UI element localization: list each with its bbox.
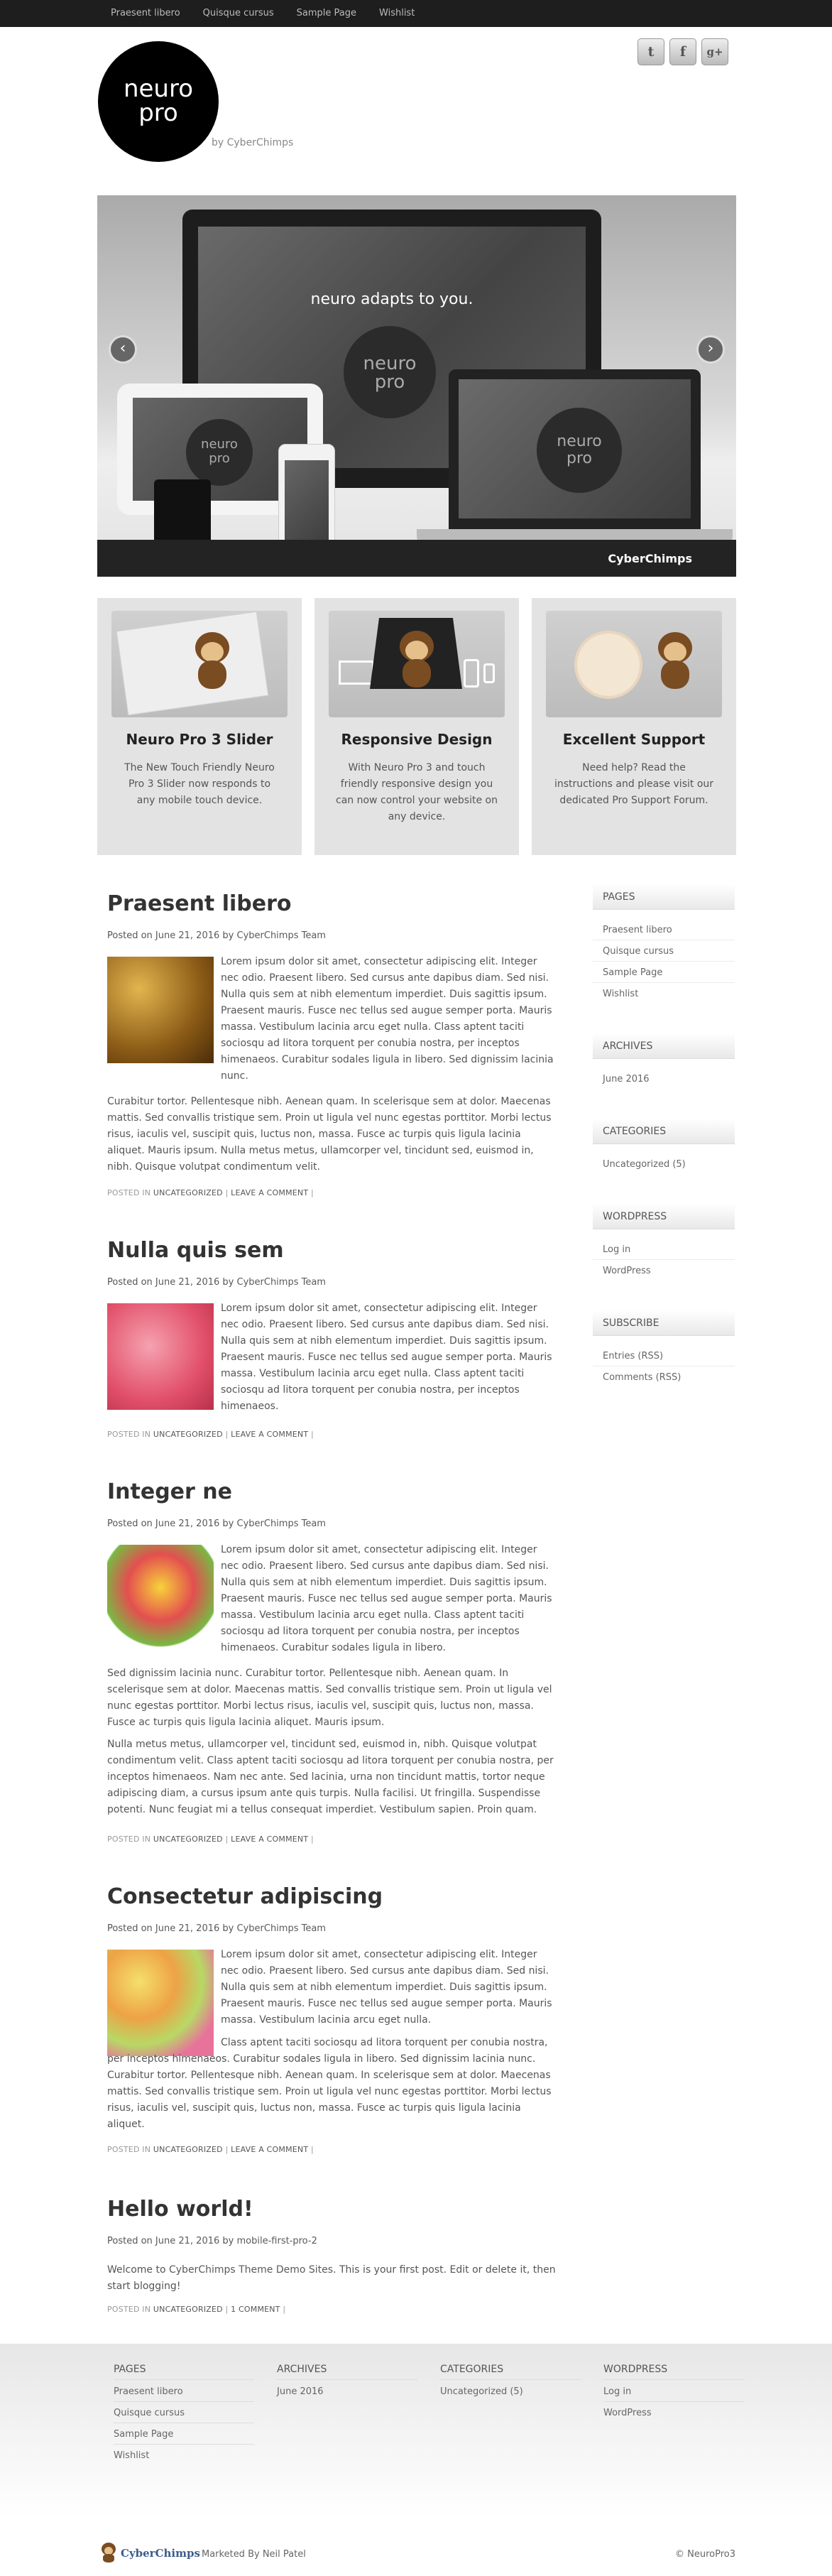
post-thumbnail-candy[interactable] <box>107 1303 214 1410</box>
slider-caption-bar <box>97 540 736 577</box>
post-date-link[interactable]: June 21, 2016 <box>155 1518 220 1529</box>
sidebar-item-praesent-libero[interactable]: Praesent libero <box>603 925 672 935</box>
post-title[interactable]: Nulla quis sem <box>107 1238 284 1263</box>
feature-box-support <box>532 598 736 855</box>
sidebar-item-wishlist[interactable]: Wishlist <box>603 989 639 999</box>
post-excerpt: Nulla metus metus, ullamcorper vel, tincidunt sed, euismod in, nibh. Quisque volutpat condimentum velit. Class aptent taciti sociosqu ad litora torquent per conubia nostra, per inceptos himenaeos. Nam nec ante. Sed lacinia, urna non tincidunt mattis, tortor neque adipiscing diam, a cursus ipsum ante quis turpis. Nulla facilisi. Ut fringilla. Suspendisse potenti. Nunc feugiat mi a tellus consequat imperdiet. Vestibulum sapien. Proin quam. <box>107 1739 554 1815</box>
post-date-link[interactable]: June 21, 2016 <box>155 930 220 941</box>
post-excerpt: Lorem ipsum dolor sit amet, consectetur adipiscing elit. Integer nec odio. Praesent libero. Sed cursus ante dapibus diam. Sed nisi. Nulla quis sem at nibh elementum imperdiet. Duis sagittis ipsum. Praesent mauris. Fusce nec tellus sed augue semper porta. Mauris massa. Vestibulum lacinia arcu eget nulla. Class aptent taciti sociosqu ad litora torquent per conubia nostra, per inceptos himenaeos. <box>221 1303 552 1412</box>
post-date-link[interactable]: June 21, 2016 <box>155 1923 220 1934</box>
logo-byline: by CyberChimps <box>212 137 294 148</box>
copyright: © NeuroPro3 <box>674 2549 735 2560</box>
slider-logo-tablet: neuro pro <box>186 419 253 486</box>
footer-item-uncategorized[interactable]: Uncategorized (5) <box>440 2386 523 2397</box>
post-author-link[interactable]: CyberChimps Team <box>236 1277 326 1288</box>
post-footer: POSTED IN UNCATEGORIZED | LEAVE A COMMENT | <box>107 1188 314 1197</box>
footer-item-quisque-cursus[interactable]: Quisque cursus <box>114 2408 185 2418</box>
post-author-link[interactable]: CyberChimps Team <box>236 1518 326 1529</box>
cyberchimps-monkey-logo-icon <box>99 2543 118 2563</box>
footer-item-wishlist[interactable]: Wishlist <box>114 2450 150 2461</box>
feature-text: Need help? Read the instructions and please visit our dedicated Pro Support Forum. <box>554 762 714 806</box>
topnav-item-wishlist[interactable]: Wishlist <box>379 8 415 18</box>
top-navigation <box>99 0 426 27</box>
post-footer: POSTED IN UNCATEGORIZED | LEAVE A COMMENT | <box>107 2145 314 2154</box>
post-hello-world <box>107 2197 558 2314</box>
sidebar-item-entries-rss[interactable]: Entries (RSS) <box>603 1351 664 1362</box>
topnav-item-quisque-cursus[interactable]: Quisque cursus <box>202 8 274 18</box>
facebook-icon[interactable]: f <box>669 38 696 65</box>
feature-text: The New Touch Friendly Neuro Pro 3 Slider now responds to any mobile touch device. <box>124 762 275 806</box>
post-comment-link[interactable]: LEAVE A COMMENT <box>231 1188 309 1197</box>
post-author-link[interactable]: CyberChimps Team <box>236 1923 326 1934</box>
footer-item-log-in[interactable]: Log in <box>603 2386 632 2397</box>
bottom-bar <box>0 2536 832 2571</box>
feature-title: Responsive Design <box>341 731 493 748</box>
topnav-item-sample-page[interactable]: Sample Page <box>296 8 357 18</box>
post-category-link[interactable]: UNCATEGORIZED <box>153 2305 223 2314</box>
post-thumbnail-candy-bowl[interactable] <box>107 1545 214 1651</box>
post-footer: POSTED IN UNCATEGORIZED | LEAVE A COMMENT | <box>107 1835 314 1844</box>
footer-pages-title: PAGES <box>114 2364 146 2375</box>
hero-slider[interactable] <box>97 195 736 577</box>
slider-next-arrow-icon[interactable]: › <box>696 335 725 364</box>
post-excerpt: Lorem ipsum dolor sit amet, consectetur adipiscing elit. Integer nec odio. Praesent libero. Sed cursus ante dapibus diam. Sed nisi. Nulla quis sem at nibh elementum imperdiet. Duis sagittis ipsum. Praesent mauris. Fusce nec tellus sed augue semper porta. Mauris massa. Vestibulum lacinia arcu eget nulla. <box>221 1949 552 2026</box>
post-excerpt: Lorem ipsum dolor sit amet, consectetur adipiscing elit. Integer nec odio. Praesent libero. Sed cursus ante dapibus diam. Sed nisi. Nulla quis sem at nibh elementum imperdiet. Duis sagittis ipsum. Praesent mauris. Fusce nec tellus sed augue semper porta. Mauris massa. Vestibulum lacinia arcu eget nulla. Class aptent taciti sociosqu ad litora torquent per conubia nostra, per inceptos himenaeos. Curabitur sodales ligula in libero. Sed dignissim lacinia nunc. <box>221 956 554 1082</box>
post-title[interactable]: Consectetur adipiscing <box>107 1884 383 1909</box>
slider-logo-laptop: neuro pro <box>537 408 622 493</box>
post-date-link[interactable]: June 21, 2016 <box>155 1277 220 1288</box>
top-bar <box>0 0 832 27</box>
slider-headline: neuro adapts to you. <box>310 290 474 308</box>
sidebar-categories-title: CATEGORIES <box>593 1119 735 1144</box>
sidebar-pages-title: PAGES <box>593 884 735 910</box>
footer-item-praesent-libero[interactable]: Praesent libero <box>114 2386 183 2397</box>
post-nulla-quis-sem <box>107 1238 558 1439</box>
theme-demo-link[interactable]: CyberChimps Theme Demo Sites <box>169 2264 334 2276</box>
feature-responsive-image <box>329 611 505 717</box>
site-logo[interactable] <box>98 41 219 162</box>
monkey-mascot-icon <box>190 632 235 689</box>
post-meta: Posted on June 21, 2016 by CyberChimps Team <box>107 930 326 941</box>
feature-title: Excellent Support <box>562 731 706 748</box>
feature-support-image <box>546 611 722 717</box>
post-meta: Posted on June 21, 2016 by mobile-first-pro-2 <box>107 2236 317 2246</box>
footer-wordpress-title: WORDPRESS <box>603 2364 668 2375</box>
logo-line2: pro <box>138 99 178 127</box>
sidebar-item-uncategorized[interactable]: Uncategorized (5) <box>603 1159 686 1170</box>
sidebar-item-june-2016[interactable]: June 2016 <box>603 1074 650 1085</box>
post-excerpt: Curabitur tortor. Pellentesque nibh. Aenean quam. In scelerisque sem at dolor. Maecenas mattis. Sed convallis tristique sem. Proin ut ligula vel nunc egestas porttitor. Morbi lectus risus, iaculis vel, suscipit quis, luctus non, massa. Fusce ac turpis quis ligula lacinia aliquet. Mauris ipsum. Nulla metus metus, ullamcorper vel, tincidunt sed, euismod in, nibh. Quisque volutpat condimentum velit. <box>107 1096 552 1173</box>
slider-laptop-graphic <box>449 369 701 540</box>
topnav-item-praesent-libero[interactable]: Praesent libero <box>111 8 180 18</box>
sidebar-item-comments-rss[interactable]: Comments (RSS) <box>603 1372 682 1383</box>
feature-slider-image <box>111 611 288 717</box>
sidebar-item-quisque-cursus[interactable]: Quisque cursus <box>603 946 674 957</box>
sidebar-archives-title: ARCHIVES <box>593 1033 735 1059</box>
logo-line1: neuro <box>123 75 194 103</box>
footer-item-sample-page[interactable]: Sample Page <box>114 2429 174 2440</box>
cyberchimps-brand-link[interactable]: CyberChimps <box>121 2547 200 2560</box>
post-excerpt: Lorem ipsum dolor sit amet, consectetur adipiscing elit. Integer nec odio. Praesent libero. Sed cursus ante dapibus diam. Sed nisi. Nulla quis sem at nibh elementum imperdiet. Duis sagittis ipsum. Praesent mauris. Fusce nec tellus sed augue semper porta. Mauris massa. Vestibulum lacinia arcu eget nulla. Class aptent taciti sociosqu ad litora torquent per conubia nostra, per inceptos himenaeos. Curabitur sodales ligula in libero. <box>221 1544 552 1653</box>
post-excerpt: Welcome to CyberChimps Theme Demo Sites. This is your first post. Edit or delete it, then start blogging! <box>107 2264 556 2292</box>
footer-archives-title: ARCHIVES <box>277 2364 327 2375</box>
feature-box-slider <box>97 598 302 855</box>
monkey-mascot-icon <box>394 631 439 688</box>
google-plus-icon[interactable]: g+ <box>701 38 728 65</box>
post-comment-link[interactable]: LEAVE A COMMENT <box>231 2145 309 2154</box>
monkey-mascot-icon <box>652 632 698 689</box>
footer-item-wordpress[interactable]: WordPress <box>603 2408 652 2418</box>
post-comment-link[interactable]: LEAVE A COMMENT <box>231 1835 309 1844</box>
feature-title: Neuro Pro 3 Slider <box>126 731 273 748</box>
post-integer-ne <box>107 1479 558 1844</box>
post-praesent-libero <box>107 891 558 1197</box>
sidebar-wordpress-title: WORDPRESS <box>593 1204 735 1229</box>
sidebar-item-log-in[interactable]: Log in <box>603 1244 631 1255</box>
post-category-link[interactable]: UNCATEGORIZED <box>153 1188 223 1197</box>
footer-item-june-2016[interactable]: June 2016 <box>277 2386 324 2397</box>
feature-text: With Neuro Pro 3 and touch friendly responsive design you can now control your website on any device. <box>336 762 498 822</box>
post-category-link[interactable]: UNCATEGORIZED <box>153 1430 223 1439</box>
post-title[interactable]: Praesent libero <box>107 891 292 916</box>
post-author-link[interactable]: CyberChimps Team <box>236 930 326 941</box>
slider-prev-arrow-icon[interactable]: ‹ <box>109 335 137 364</box>
post-comment-link[interactable]: 1 COMMENT <box>231 2305 280 2314</box>
footer-categories-title: CATEGORIES <box>440 2364 504 2375</box>
sidebar-subscribe-title: SUBSCRIBE <box>593 1310 735 1336</box>
sidebar-item-sample-page[interactable]: Sample Page <box>603 967 663 978</box>
post-comment-link[interactable]: LEAVE A COMMENT <box>231 1430 309 1439</box>
post-thumbnail-coins[interactable] <box>107 957 214 1063</box>
post-consectetur-adipiscing <box>107 1884 558 2154</box>
post-excerpt: Class aptent taciti sociosqu ad litora torquent per conubia nostra, per inceptos himenaeos. Curabitur sodales ligula in libero. Sed dignissim lacinia nunc. Curabitur tortor. Pellentesque nibh. Aenean quam. In scelerisque sem at dolor. Maecenas mattis. Sed convallis tristique sem. Proin ut ligula vel nunc egestas porttitor. Morbi lectus risus, iaculis vel, suscipit quis, luctus non, massa. Fusce ac turpis quis ligula lacinia aliquet. <box>107 2037 552 2130</box>
post-title[interactable]: Hello world! <box>107 2197 253 2222</box>
post-date-link[interactable]: June 21, 2016 <box>155 2236 220 2246</box>
feature-box-responsive <box>314 598 519 855</box>
post-category-link[interactable]: UNCATEGORIZED <box>153 1835 223 1844</box>
post-footer: POSTED IN UNCATEGORIZED | 1 COMMENT | <box>107 2305 286 2314</box>
twitter-icon[interactable]: t <box>637 38 664 65</box>
post-meta: Posted on June 21, 2016 by CyberChimps Team <box>107 1923 326 1934</box>
post-author-link[interactable]: mobile-first-pro-2 <box>236 2236 317 2246</box>
post-category-link[interactable]: UNCATEGORIZED <box>153 2145 223 2154</box>
marketed-by-link[interactable]: Marketed By Neil Patel <box>202 2549 306 2560</box>
post-title[interactable]: Integer ne <box>107 1479 232 1504</box>
post-meta: Posted on June 21, 2016 by CyberChimps Team <box>107 1277 326 1288</box>
post-footer: POSTED IN UNCATEGORIZED | LEAVE A COMMENT | <box>107 1430 314 1439</box>
sidebar-item-wordpress[interactable]: WordPress <box>603 1266 651 1276</box>
post-meta: Posted on June 21, 2016 by CyberChimps Team <box>107 1518 326 1529</box>
post-excerpt: Sed dignissim lacinia nunc. Curabitur tortor. Pellentesque nibh. Aenean quam. In scelerisque sem at dolor. Maecenas mattis. Sed convallis tristique sem. Proin ut ligula vel nunc egestas porttitor. Morbi lectus risus, iaculis vel, suscipit quis, luctus non, massa. Fusce ac turpis quis ligula lacinia aliquet. Mauris ipsum. <box>107 1668 552 1728</box>
slider-brand: CyberChimps <box>608 552 692 565</box>
slider-logo-large: neuro pro <box>344 326 436 418</box>
